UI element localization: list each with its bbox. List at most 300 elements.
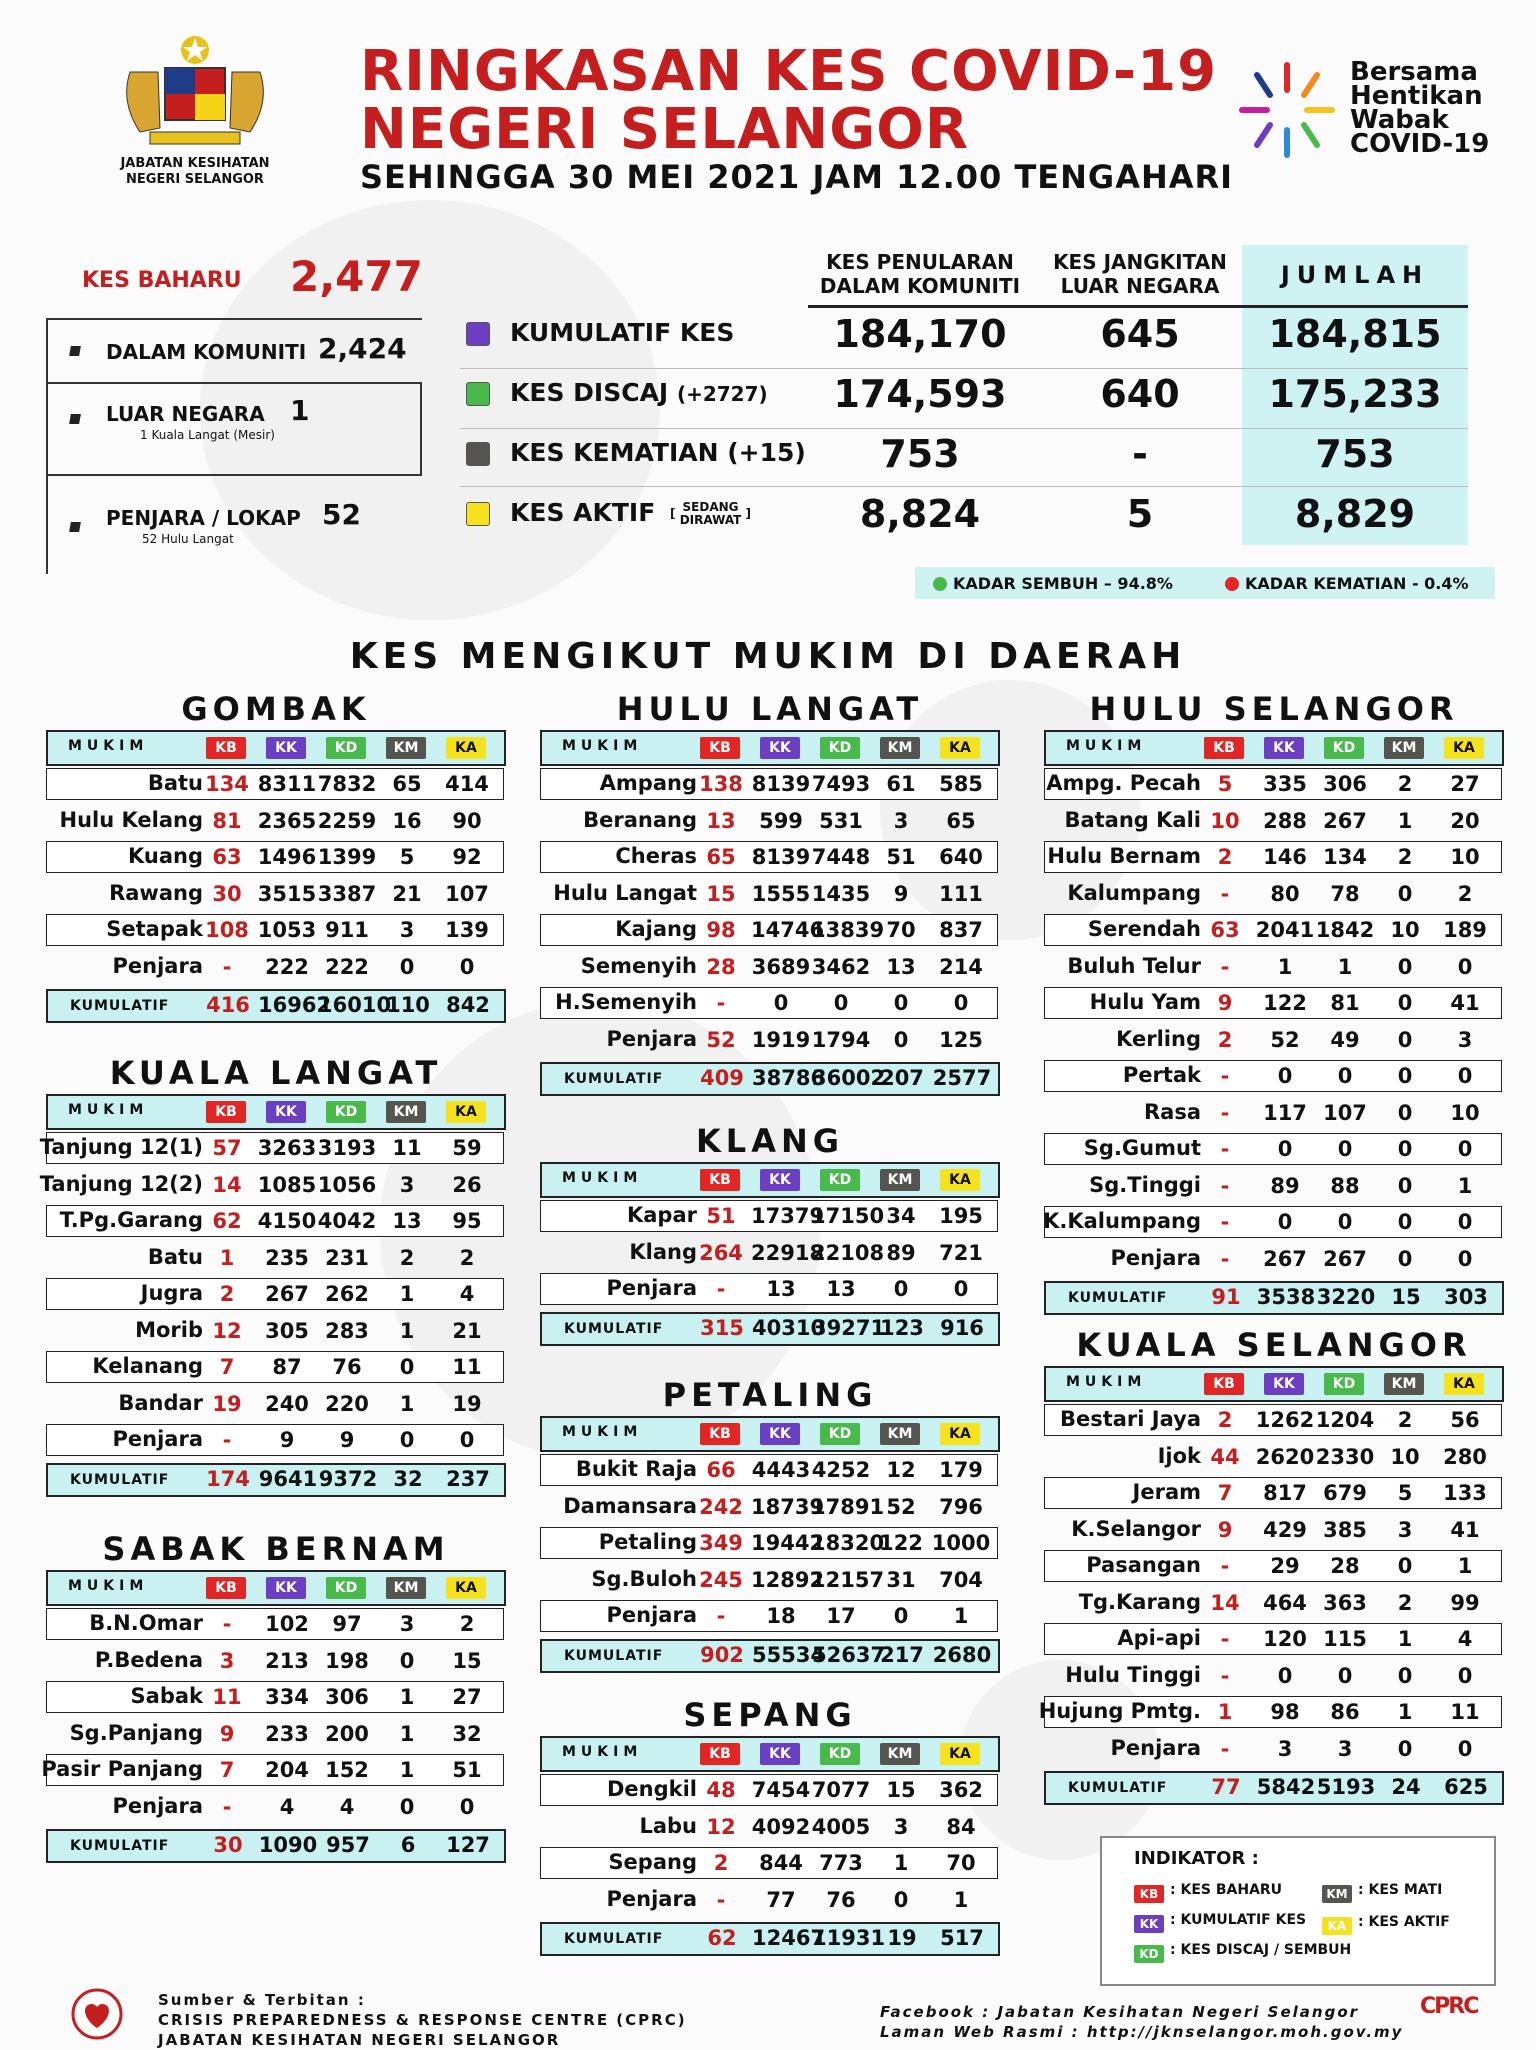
total-km: 32: [393, 1466, 423, 1491]
cell-kb: 2: [219, 1282, 235, 1306]
table-row: [46, 1315, 504, 1347]
cell-km: 0: [893, 1604, 909, 1628]
aktif-extra-l2: DIRAWAT: [679, 513, 742, 527]
cell-kk: 77: [766, 1887, 796, 1912]
cell-kd: 7448: [811, 845, 871, 869]
cell-kb: 2: [1217, 845, 1233, 869]
table-row: [1044, 841, 1502, 873]
kumulatif-row: [46, 1463, 506, 1497]
cell-kb: 57: [212, 1136, 242, 1160]
cell-ka: 2: [459, 1245, 475, 1270]
cell-kb: 13: [706, 808, 736, 833]
cell-ka: 0: [1457, 1137, 1473, 1161]
cell-kk: 18739: [751, 1494, 825, 1519]
table-row: [540, 1884, 998, 1916]
table-row: [1044, 1441, 1502, 1473]
cell-kb: 62: [212, 1209, 242, 1233]
discaj-komuniti-value: 174,593: [833, 372, 1007, 416]
aktif-row-label-text: KES AKTIF: [510, 498, 656, 527]
header-badge-kk: KK: [760, 1423, 800, 1445]
cell-kb: 7: [1217, 1481, 1233, 1505]
mukim-name: Ampang: [599, 771, 697, 795]
row-divider: [460, 428, 1468, 429]
cell-kd: 86: [1330, 1700, 1360, 1724]
cell-kk: 9: [279, 1428, 295, 1452]
total-kd: 5193: [1316, 1775, 1376, 1799]
cell-kd: 28: [1330, 1554, 1360, 1578]
cell-kk: 213: [265, 1648, 309, 1673]
cell-kd: 115: [1323, 1627, 1367, 1651]
table-row: [46, 914, 504, 946]
cell-kb: 242: [699, 1494, 743, 1519]
kumulatif-label: KUMULATIF: [1068, 1290, 1168, 1306]
footer-links: [880, 2002, 1403, 2042]
cell-kb: -: [716, 1604, 726, 1628]
cell-kk: 22918: [751, 1240, 825, 1265]
kumulatif-komuniti-value: 184,170: [833, 312, 1007, 356]
cell-ka: 179: [939, 1458, 983, 1482]
mukim-name: Jeram: [1132, 1480, 1201, 1504]
cell-kb: -: [1220, 1736, 1230, 1761]
cell-ka: 65: [946, 808, 976, 833]
cell-ka: 51: [452, 1758, 482, 1782]
mukim-name: Jugra: [140, 1281, 203, 1305]
cell-km: 0: [1397, 881, 1413, 906]
cell-ka: 0: [953, 1277, 969, 1301]
cell-kd: 7077: [811, 1778, 871, 1802]
cell-kk: 87: [272, 1355, 302, 1379]
kumulatif-row: [1044, 1771, 1504, 1805]
cell-km: 0: [399, 1355, 415, 1379]
kumulatif-label: KUMULATIF: [564, 1071, 664, 1087]
cell-kb: 7: [219, 1355, 235, 1379]
cell-kd: 3193: [317, 1136, 377, 1160]
header-badge-kd: KD: [820, 737, 860, 759]
mukim-name: Hulu Yam: [1089, 990, 1201, 1014]
district-name: GOMBAK: [181, 690, 371, 728]
cell-km: 70: [886, 918, 916, 942]
cell-ka: 4: [1457, 1627, 1473, 1651]
cell-ka: 133: [1443, 1481, 1487, 1505]
cell-kk: 1: [1277, 954, 1293, 979]
cell-kk: 204: [265, 1758, 309, 1782]
kematian-row-label-text: KES KEMATIAN: [510, 438, 719, 467]
cell-km: 3: [893, 808, 909, 833]
total-km: 207: [880, 1066, 924, 1090]
table-header-row: [540, 1416, 1000, 1452]
cell-kk: 2620: [1255, 1444, 1315, 1469]
table-row: [46, 878, 504, 910]
cell-kk: 18: [766, 1604, 796, 1628]
table-row: [1044, 951, 1502, 983]
table-row: [540, 1564, 998, 1596]
mukim-name: Damansara: [563, 1493, 697, 1518]
cell-km: 0: [893, 1027, 909, 1052]
cell-ka: 195: [939, 1204, 983, 1228]
cell-kb: 63: [212, 845, 242, 869]
cell-kk: 267: [265, 1282, 309, 1306]
section-title: KES MENGIKUT MUKIM DI DAERAH: [349, 636, 1187, 677]
header-badge-kk: KK: [760, 1743, 800, 1765]
cell-kb: -: [222, 1612, 232, 1636]
total-kd: 3220: [1316, 1285, 1376, 1309]
kumulatif-row: [540, 1922, 1000, 1956]
cell-kd: 152: [325, 1758, 369, 1782]
kematian-row-extra: (+15): [727, 438, 806, 467]
mukim-name: Sg.Gumut: [1083, 1136, 1201, 1160]
cell-kk: 52: [1270, 1027, 1300, 1052]
mukim-name: P.Bedena: [94, 1647, 203, 1672]
cell-kb: -: [1220, 1663, 1230, 1688]
mukim-name: Pasir Panjang: [41, 1757, 203, 1781]
cell-kd: 773: [819, 1851, 863, 1875]
mukim-name: Labu: [639, 1813, 697, 1838]
cell-ka: 214: [939, 954, 983, 979]
total-kd: 957: [326, 1833, 370, 1857]
cell-km: 12: [886, 1458, 916, 1482]
header-mukim: MUKIM: [562, 1424, 643, 1440]
table-header-row: [46, 730, 506, 766]
total-km: 19: [887, 1926, 917, 1950]
cell-km: 1: [399, 1758, 415, 1782]
header-badge-kd: KD: [820, 1423, 860, 1445]
green-dot-icon: [933, 577, 947, 591]
cell-kb: 5: [1217, 772, 1233, 796]
discaj-square-icon: [466, 382, 490, 406]
cell-km: 5: [1397, 1481, 1413, 1505]
mukim-name: Setapak: [106, 917, 203, 941]
cell-km: 0: [399, 1428, 415, 1452]
cell-kk: 3515: [257, 881, 317, 906]
table-row: [1044, 1133, 1502, 1165]
cell-km: 3: [399, 918, 415, 942]
cell-ka: 1: [1457, 1173, 1473, 1198]
mukim-name: Beranang: [583, 807, 697, 832]
legend-item-ka: KA : KES AKTIF: [1322, 1914, 1450, 1935]
cell-ka: 125: [939, 1027, 983, 1052]
table-row: [46, 1351, 504, 1383]
district-name: PETALING: [662, 1376, 878, 1414]
cell-kk: 0: [773, 991, 789, 1015]
cell-kk: 4150: [257, 1209, 317, 1233]
cell-kk: 844: [759, 1851, 803, 1875]
table-row: [39, 1132, 504, 1164]
cell-km: 1: [1397, 1700, 1413, 1724]
cell-kb: 52: [706, 1027, 736, 1052]
mukim-name: Ampg. Pecah: [1046, 771, 1201, 795]
cell-kk: 0: [1277, 1137, 1293, 1161]
district-name: KUALA LANGAT: [109, 1054, 443, 1092]
table-row: [41, 1754, 504, 1786]
cell-km: 0: [399, 954, 415, 979]
cell-ka: 95: [452, 1209, 482, 1233]
cell-kd: 198: [325, 1648, 369, 1673]
red-dot-icon: [1225, 577, 1239, 591]
table-row: [540, 1237, 998, 1269]
campaign-line3: Wabak: [1350, 105, 1449, 135]
header-badge-kb: KB: [700, 1423, 740, 1445]
table-row: [1044, 1660, 1502, 1692]
rate-kematian-text: KADAR KEMATIAN - 0.4%: [1245, 574, 1469, 593]
mukim-name: Hulu Langat: [553, 880, 697, 905]
page-title-line2: NEGERI SELANGOR: [360, 97, 969, 162]
cell-kb: -: [1220, 1627, 1230, 1651]
cell-kd: 0: [1337, 1210, 1353, 1234]
cell-kd: 7832: [317, 772, 377, 796]
mukim-name: K.Selangor: [1071, 1516, 1201, 1541]
cell-kk: 1919: [751, 1027, 811, 1052]
mukim-name: Cheras: [615, 844, 697, 868]
penjara-note: 52 Hulu Langat: [142, 532, 234, 546]
cell-ka: 280: [1443, 1444, 1487, 1469]
kes-baharu-label: KES BAHARU: [82, 268, 242, 293]
district-name: HULU SELANGOR: [1089, 690, 1459, 728]
cell-kb: 12: [212, 1318, 242, 1343]
table-row: [540, 914, 998, 946]
header-badge-kd: KD: [1324, 737, 1364, 759]
cell-kd: 267: [1323, 1246, 1367, 1271]
cell-kd: 107: [1323, 1100, 1367, 1125]
header-badge-kb: KB: [1204, 1373, 1244, 1395]
cell-km: 51: [886, 845, 916, 869]
total-km: 110: [386, 993, 430, 1017]
cell-km: 13: [886, 954, 916, 979]
header-badge-ka: KA: [446, 1577, 486, 1599]
header-badge-kk: KK: [1264, 737, 1304, 759]
header-badge-kd: KD: [820, 1169, 860, 1191]
table-row: [1044, 1024, 1502, 1056]
mukim-name: Penjara: [606, 1276, 697, 1300]
komuniti-value: 2,424: [318, 332, 407, 365]
cell-km: 10: [1390, 1444, 1420, 1469]
cell-kk: 4092: [751, 1814, 811, 1839]
cell-kd: 4: [339, 1794, 355, 1819]
discaj-jumlah-value: 175,233: [1268, 372, 1442, 416]
org-label-line1: JABATAN KESIHATAN: [120, 156, 270, 171]
cell-kk: 0: [1277, 1064, 1293, 1088]
table-row: [46, 1388, 504, 1420]
cell-kk: 14746: [751, 918, 825, 942]
mukim-name: Sepang: [608, 1850, 697, 1874]
district-name: SABAK BERNAM: [102, 1530, 450, 1568]
rate-kematian: [1225, 574, 1469, 593]
cell-km: 2: [1397, 772, 1413, 796]
cell-km: 1: [399, 1685, 415, 1709]
cell-kk: 1555: [751, 881, 811, 906]
cell-km: 0: [1397, 991, 1413, 1015]
cell-kb: 7: [219, 1758, 235, 1782]
cell-kb: 10: [1210, 808, 1240, 833]
cell-ka: 139: [445, 918, 489, 942]
cell-ka: 2: [459, 1612, 475, 1636]
mukim-name: Petaling: [598, 1530, 697, 1554]
cell-kk: 288: [1263, 808, 1307, 833]
cell-kk: 8311: [257, 772, 317, 796]
header-badge-ka: KA: [940, 1423, 980, 1445]
cell-ka: 11: [452, 1355, 482, 1379]
table-row: [1044, 1206, 1502, 1238]
aktif-jumlah-value: 8,829: [1294, 492, 1416, 536]
col-luar-header: [1040, 250, 1240, 298]
cell-kk: 4443: [751, 1458, 811, 1482]
cell-kb: 108: [205, 918, 249, 942]
total-kk: 5842: [1256, 1775, 1316, 1799]
cell-km: 2: [1397, 845, 1413, 869]
footer-source-l3: JABATAN KESIHATAN NEGERI SELANGOR: [158, 2031, 561, 2049]
cell-kb: -: [1220, 1173, 1230, 1198]
total-km: 24: [1391, 1775, 1421, 1799]
cell-kd: 0: [1337, 1064, 1353, 1088]
total-kb: 409: [700, 1066, 744, 1090]
table-row: [46, 1205, 504, 1237]
cell-kk: 8139: [751, 772, 811, 796]
header-badge-kb: KB: [700, 737, 740, 759]
cell-ka: 21: [452, 1318, 482, 1343]
table-row: [540, 768, 998, 800]
legend-kd-text: : KES DISCAJ / SEMBUH: [1170, 1942, 1352, 1958]
luar-negara-note: 1 Kuala Langat (Mesir): [140, 428, 275, 442]
cell-km: 61: [886, 772, 916, 796]
mukim-name: Batu: [147, 771, 203, 795]
cell-kb: 349: [699, 1531, 743, 1555]
cell-km: 1: [1397, 1627, 1413, 1651]
kumulatif-row: [540, 1312, 1000, 1346]
cell-ka: 414: [445, 772, 489, 796]
header-badge-km: KM: [386, 1101, 426, 1123]
cell-kd: 49: [1330, 1027, 1360, 1052]
table-row: [1044, 768, 1502, 800]
mukim-name: Klang: [629, 1239, 697, 1264]
header-badge-ka: KA: [446, 737, 486, 759]
cell-kd: 76: [826, 1887, 856, 1912]
cell-ka: 2: [1457, 881, 1473, 906]
cell-km: 34: [886, 1204, 916, 1228]
luar-negara-value: 1: [290, 394, 310, 427]
row-divider: [460, 486, 1468, 487]
cell-kd: 17150: [811, 1204, 885, 1228]
cell-kk: 599: [759, 808, 803, 833]
cell-km: 21: [392, 881, 422, 906]
cell-kd: 4252: [811, 1458, 871, 1482]
cell-kk: 429: [1263, 1517, 1307, 1542]
footer-source-l2: CRISIS PREPAREDNESS & RESPONSE CENTRE (CPRC): [158, 2011, 687, 2029]
footer-web: Laman Web Rasmi : http://jknselangor.moh.gov.my: [880, 2023, 1404, 2041]
cell-km: 31: [886, 1567, 916, 1592]
table-row: [46, 1424, 504, 1456]
header-badge-kd: KD: [820, 1743, 860, 1765]
total-kd: 16010: [318, 993, 392, 1017]
mukim-name: Hulu Tinggi: [1065, 1662, 1201, 1687]
cell-kb: 2: [1217, 1027, 1233, 1052]
header-badge-ka: KA: [940, 1743, 980, 1765]
cell-ka: 11: [1450, 1700, 1480, 1724]
rate-sembuh: [933, 574, 1173, 593]
aktif-luar-value: 5: [1126, 492, 1154, 536]
cell-ka: 41: [1450, 991, 1480, 1015]
cell-km: 1: [399, 1282, 415, 1306]
cell-kb: 2: [713, 1851, 729, 1875]
cell-ka: 0: [459, 1428, 475, 1452]
cell-kd: 2259: [317, 808, 377, 833]
table-header-row: [46, 1094, 506, 1130]
cell-kd: 134: [1323, 845, 1367, 869]
cell-kd: 267: [1323, 808, 1367, 833]
cell-kd: 3462: [811, 954, 871, 979]
header-badge-ka: KA: [446, 1101, 486, 1123]
table-row: [540, 1273, 998, 1305]
kumulatif-luar-value: 645: [1100, 312, 1180, 356]
total-kk: 38786: [752, 1066, 826, 1090]
cell-kk: 464: [1263, 1590, 1307, 1615]
cell-km: 15: [886, 1778, 916, 1802]
cell-kb: -: [1220, 1064, 1230, 1088]
cell-kk: 817: [1263, 1481, 1307, 1505]
header-badge-km: KM: [880, 737, 920, 759]
cell-kd: 200: [325, 1721, 369, 1746]
cell-ka: 27: [452, 1685, 482, 1709]
cell-ka: 362: [939, 1778, 983, 1802]
cell-ka: 99: [1450, 1590, 1480, 1615]
cell-km: 13: [392, 1209, 422, 1233]
cell-kk: 120: [1263, 1627, 1307, 1651]
total-ka: 127: [446, 1833, 490, 1857]
header-badge-kb: KB: [206, 1577, 246, 1599]
mukim-name: Penjara: [1110, 1245, 1201, 1270]
cell-ka: 704: [939, 1567, 983, 1592]
header-badge-kb: KB: [1204, 737, 1244, 759]
cell-kk: 8139: [751, 845, 811, 869]
cell-kd: 2330: [1315, 1444, 1375, 1469]
cell-kd: 283: [325, 1318, 369, 1343]
cell-km: 9: [893, 881, 909, 906]
aktif-row-extra: [ SEDANG DIRAWAT ]: [670, 500, 752, 527]
cell-km: 0: [893, 1277, 909, 1301]
kumulatif-jumlah-value: 184,815: [1268, 312, 1442, 356]
cell-kb: -: [222, 954, 232, 979]
table-row: [1044, 805, 1502, 837]
cell-kd: 220: [325, 1391, 369, 1416]
total-kd: 36002: [812, 1066, 886, 1090]
mukim-name: Kuang: [127, 844, 203, 868]
cell-kd: 1204: [1315, 1408, 1375, 1432]
mukim-name: Penjara: [112, 1793, 203, 1818]
total-kk: 3538: [1256, 1285, 1316, 1309]
cell-kk: 240: [265, 1391, 309, 1416]
cell-km: 1: [399, 1318, 415, 1343]
mukim-name: Tanjung 12(2): [39, 1171, 203, 1196]
campaign-line2: Hentikan: [1350, 81, 1483, 111]
cell-kb: -: [222, 1428, 232, 1452]
aktif-square-icon: [466, 502, 490, 526]
total-km: 217: [880, 1642, 924, 1667]
cell-km: 52: [886, 1494, 916, 1519]
header-badge-ka: KA: [1444, 1373, 1484, 1395]
cell-kk: 13: [766, 1277, 796, 1301]
legend-item-km: KM : KES MATI: [1322, 1882, 1442, 1903]
table-row: [540, 1600, 998, 1632]
table-row: [1044, 1477, 1502, 1509]
mukim-name: Morib: [135, 1317, 203, 1342]
cell-km: 0: [1397, 954, 1413, 979]
cell-km: 2: [399, 1245, 415, 1270]
header-badge-kb: KB: [700, 1169, 740, 1191]
mukim-name: Dengkil: [606, 1777, 697, 1801]
cell-kk: 98: [1270, 1700, 1300, 1724]
cell-kd: 0: [1337, 1663, 1353, 1688]
cell-kb: 12: [706, 1814, 736, 1839]
header-mukim: MUKIM: [562, 1744, 643, 1760]
kumulatif-label: KUMULATIF: [70, 998, 170, 1014]
